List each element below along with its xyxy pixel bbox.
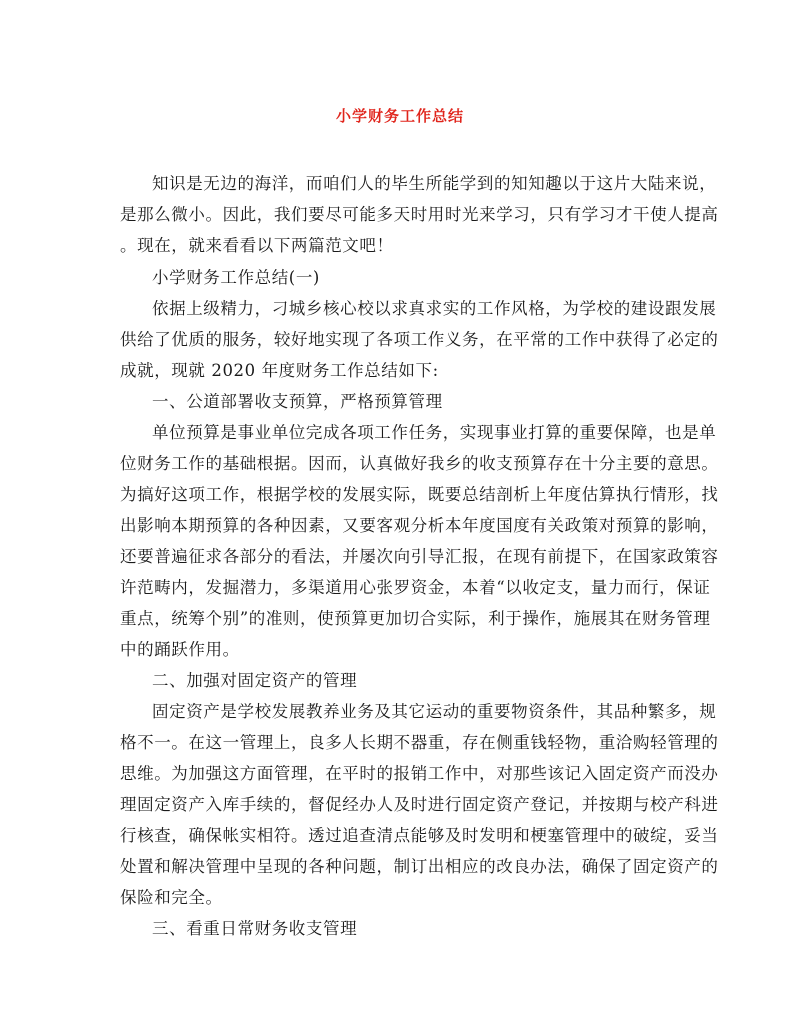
paragraph-line: 供给了优质的服务，较好地实现了各项工作义务，在平常的工作中获得了必定的 <box>120 330 719 349</box>
paragraph-line: 是那么微小。因此，我们要尽可能多天时用时光来学习，只有学习才干使人提高 <box>120 205 719 224</box>
paragraph-line: 依据上级精力，刁城乡核心校以求真求实的工作风格，为学校的建设跟发展 <box>152 299 717 318</box>
paragraph-line: 保险和完全。 <box>120 888 223 907</box>
paragraph-line: 处置和解决管理中呈现的各种问题，制订出相应的改良办法，确保了固定资产的 <box>120 857 719 876</box>
document-title: 小学财务工作总结 <box>335 107 464 125</box>
paragraph-line: 单位预算是事业单位完成各项工作任务，实现事业打算的重要保障，也是单 <box>152 423 717 442</box>
paragraph-line: 位财务工作的基础根据。因而，认真做好我乡的收支预算存在十分主要的意思。 <box>120 454 719 473</box>
paragraph-line: 格不一。在这一管理上，良多人长期不器重，存在侧重钱轻物，重洽购轻管理的 <box>120 733 719 752</box>
paragraph-line: 出影响本期预算的各种因素，又要客观分析本年度国度有关政策对预算的影响， <box>120 516 719 535</box>
paragraph-line: 理固定资产入库手续的，督促经办人及时进行固定资产登记，并按期与校产科进 <box>120 795 719 814</box>
section-heading: 小学财务工作总结(一) <box>152 268 320 287</box>
paragraph-line: 固定资产是学校发展教养业务及其它运动的重要物资条件，其品种繁多，规 <box>152 702 717 721</box>
section-heading: 一、公道部署收支预算，严格预算管理 <box>152 392 443 411</box>
paragraph-line: 重点，统筹个别”的准则，使预算更加切合实际，利于操作，施展其在财务管理 <box>120 609 711 628</box>
paragraph-line: 知识是无边的海洋，而咱们人的毕生所能学到的知知趣以于这片大陆来说， <box>152 174 717 193</box>
paragraph-line: 还要普遍征求各部分的看法，并屡次向引导汇报，在现有前提下，在国家政策容 <box>120 547 719 566</box>
paragraph-line: 行核查，确保帐实相符。透过追查清点能够及时发明和梗塞管理中的破绽，妥当 <box>120 826 719 845</box>
paragraph-line: 许范畴内，发掘潜力，多渠道用心张罗资金，本着“以收定支，量力而行，保证 <box>120 578 711 597</box>
section-heading: 二、加强对固定资产的管理 <box>152 671 358 690</box>
section-heading: 三、看重日常财务收支管理 <box>152 919 358 938</box>
paragraph-line: 为搞好这项工作，根据学校的发展实际，既要总结剖析上年度估算执行情形，找 <box>120 485 719 504</box>
paragraph-line: 中的踊跃作用。 <box>120 640 240 659</box>
paragraph-line: 思维。为加强这方面管理，在平时的报销工作中，对那些该记入固定资产而没办 <box>120 764 719 783</box>
paragraph-line: 。现在，就来看看以下两篇范文吧！ <box>120 236 394 255</box>
paragraph-line: 成就，现就 2020 年度财务工作总结如下: <box>120 361 439 380</box>
